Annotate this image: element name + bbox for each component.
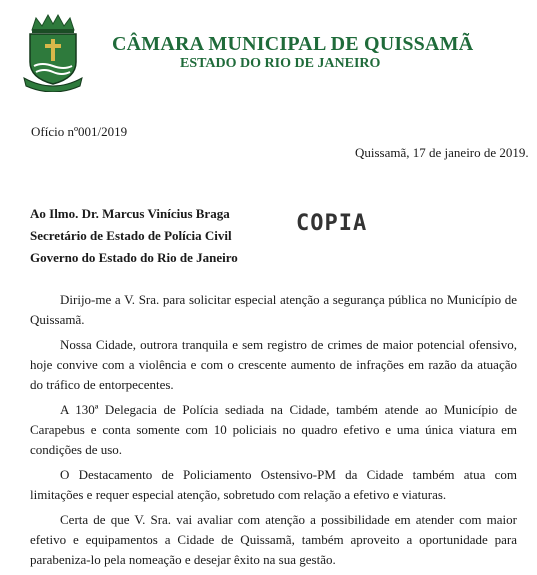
crest-icon <box>22 12 84 92</box>
body-paragraph: A 130ª Delegacia de Polícia sediada na Cidade, também atende ao Município de Carapebus e conta somente com 10 policiais no quadro efetivo e uma única viatura em condições de uso. <box>30 402 517 457</box>
letter-date: Quissamã, 17 de janeiro de 2019. <box>355 145 529 160</box>
coat-of-arms-logo <box>22 12 84 92</box>
chamber-title: CÂMARA MUNICIPAL DE QUISSAMÃ <box>112 33 474 55</box>
body-paragraph: Nossa Cidade, outrora tranquila e sem registro de crimes de maior potencial ofensivo, hoje convive com a violência e com o crescente aumento de infrações em razão da atuação do tráfico de entorpecentes. <box>30 337 517 392</box>
body-paragraph: Dirijo-me a V. Sra. para solicitar especial atenção a segurança pública no Município de Quissamã. <box>30 292 517 327</box>
letter-body <box>30 290 517 575</box>
body-paragraph: O Destacamento de Policiamento Ostensivo-PM da Cidade também atua com limitações e requer especial atenção, sobretudo com relação a efetivo e viaturas. <box>30 467 517 502</box>
letter-reference: Ofício nº001/2019 <box>31 124 128 139</box>
body-paragraph: Certa de que V. Sra. vai avaliar com atenção a possibilidade em atender com maior efetivo e equipamentos a Cidade de Quissamã, também aproveito a oportunidade para parabeniza-lo pela nomeação e desejar êxito na sua gestão. <box>30 512 517 567</box>
copy-stamp: COPIA <box>296 211 368 236</box>
state-subtitle: ESTADO DO RIO DE JANEIRO <box>180 56 381 71</box>
addressee-line: Secretário de Estado de Polícia Civil <box>30 228 232 243</box>
addressee-line: Ao Ilmo. Dr. Marcus Vinícius Braga <box>30 206 230 221</box>
addressee-line: Governo do Estado do Rio de Janeiro <box>30 250 238 265</box>
